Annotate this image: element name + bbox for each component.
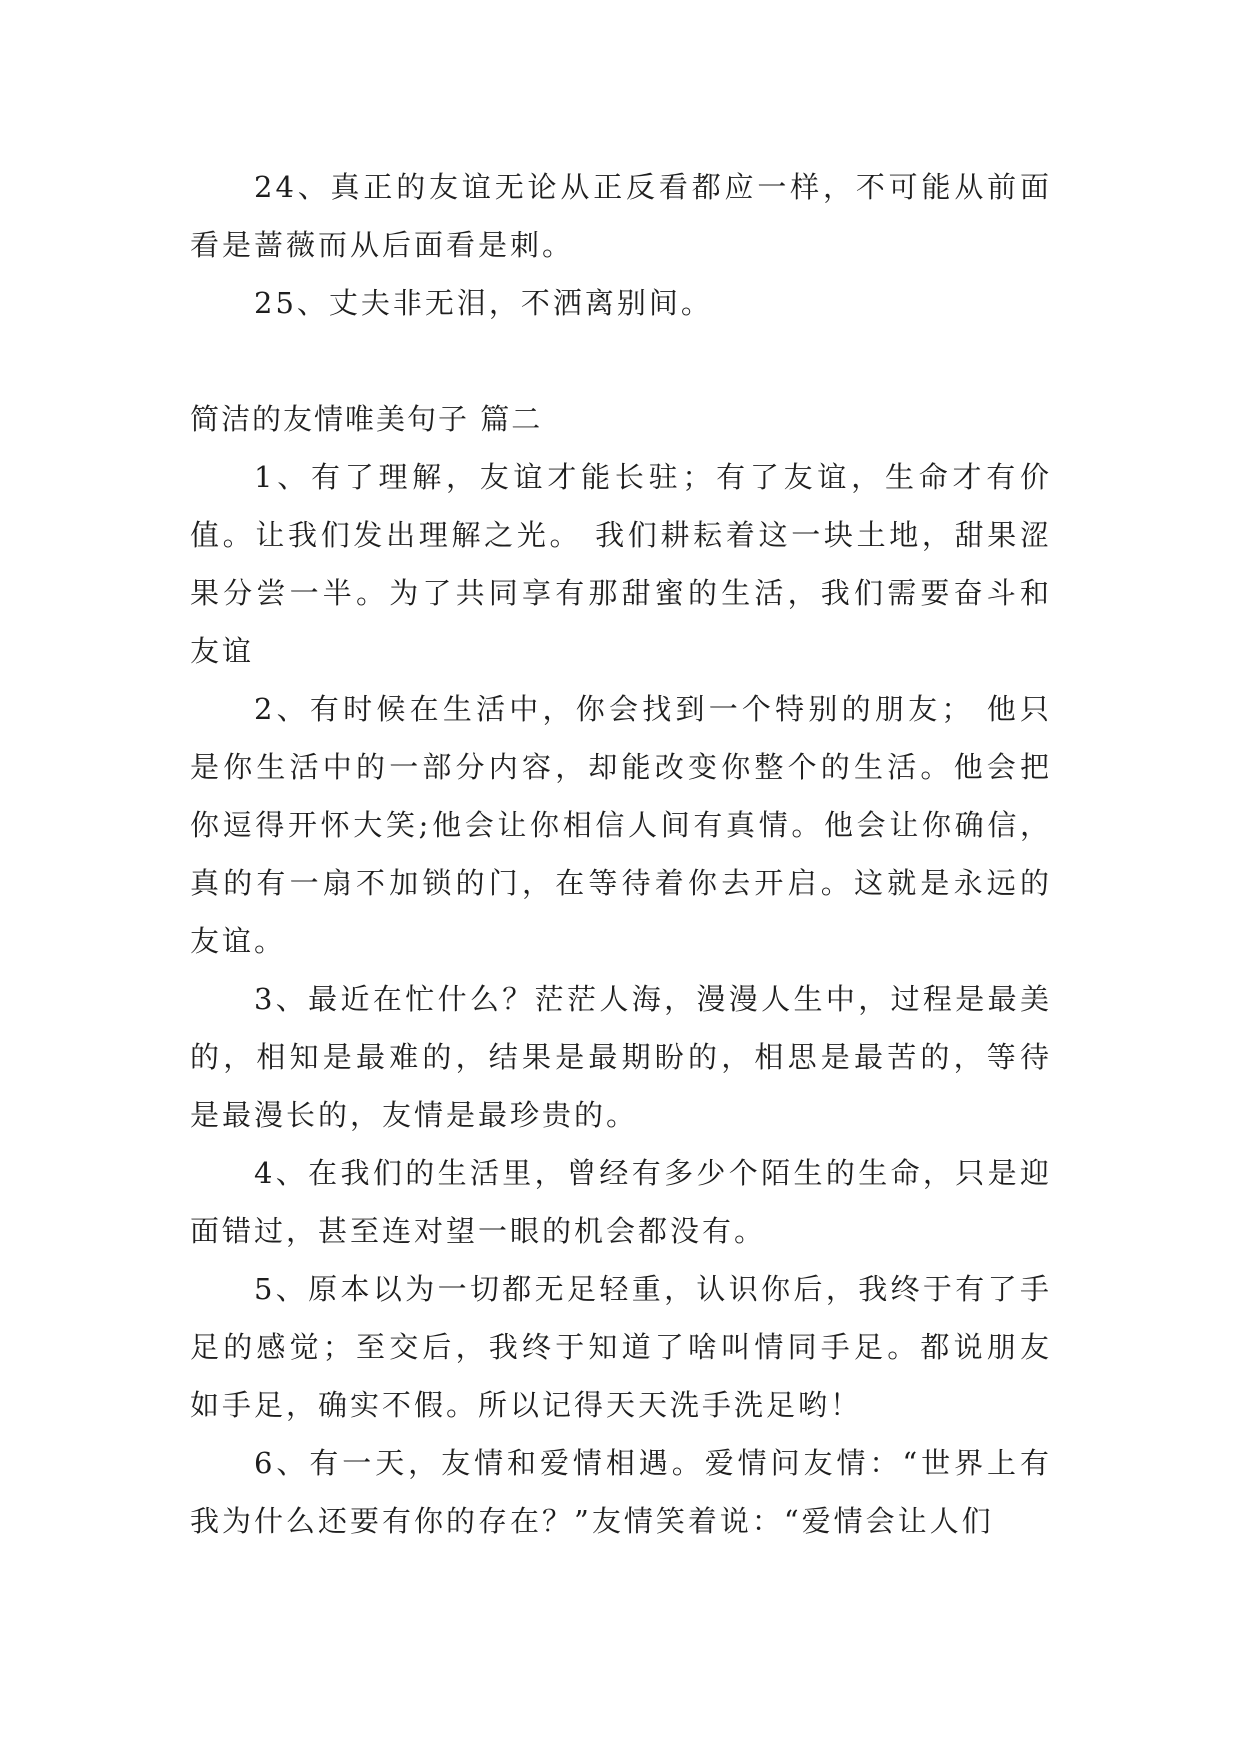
paragraph-item-1: 1、有了理解，友谊才能长驻；有了友谊，生命才有价值。让我们发出理解之光。 我们耕耘着这一块土地，甜果涩果分尝一半。为了共同享有那甜蜜的生活，我们需要奋斗和友谊	[190, 460, 1052, 668]
paragraph-item-5: 5、原本以为一切都无足轻重，认识你后，我终于有了手足的感觉；至交后，我终于知道了啥叫情同手足。都说朋友如手足，确实不假。所以记得天天洗手洗足哟！	[190, 1272, 1052, 1422]
document-body	[190, 158, 1052, 1550]
paragraph-item-4: 4、在我们的生活里，曾经有多少个陌生的生命，只是迎面错过，甚至连对望一眼的机会都没有。	[190, 1156, 1052, 1248]
paragraph-item-3: 3、最近在忙什么？茫茫人海，漫漫人生中，过程是最美的，相知是最难的，结果是最期盼的，相思是最苦的，等待是最漫长的，友情是最珍贵的。	[190, 982, 1052, 1132]
paragraph-item-2: 2、有时候在生活中，你会找到一个特别的朋友； 他只是你生活中的一部分内容，却能改变你整个的生活。他会把你逗得开怀大笑;他会让你相信人间有真情。他会让你确信，真的有一扇不加锁的门，在等待着你去开启。这就是永远的友谊。	[190, 692, 1052, 958]
section-heading: 简洁的友情唯美句子 篇二	[190, 402, 543, 436]
paragraph-item-24: 24、真正的友谊无论从正反看都应一样，不可能从前面看是蔷薇而从后面看是刺。	[190, 170, 1052, 262]
paragraph-item-6: 6、有一天，友情和爱情相遇。爱情问友情：“世界上有我为什么还要有你的存在？”友情笑着说：“爱情会让人们	[190, 1446, 1052, 1538]
paragraph-item-25: 25、丈夫非无泪，不洒离别间。	[254, 286, 713, 320]
